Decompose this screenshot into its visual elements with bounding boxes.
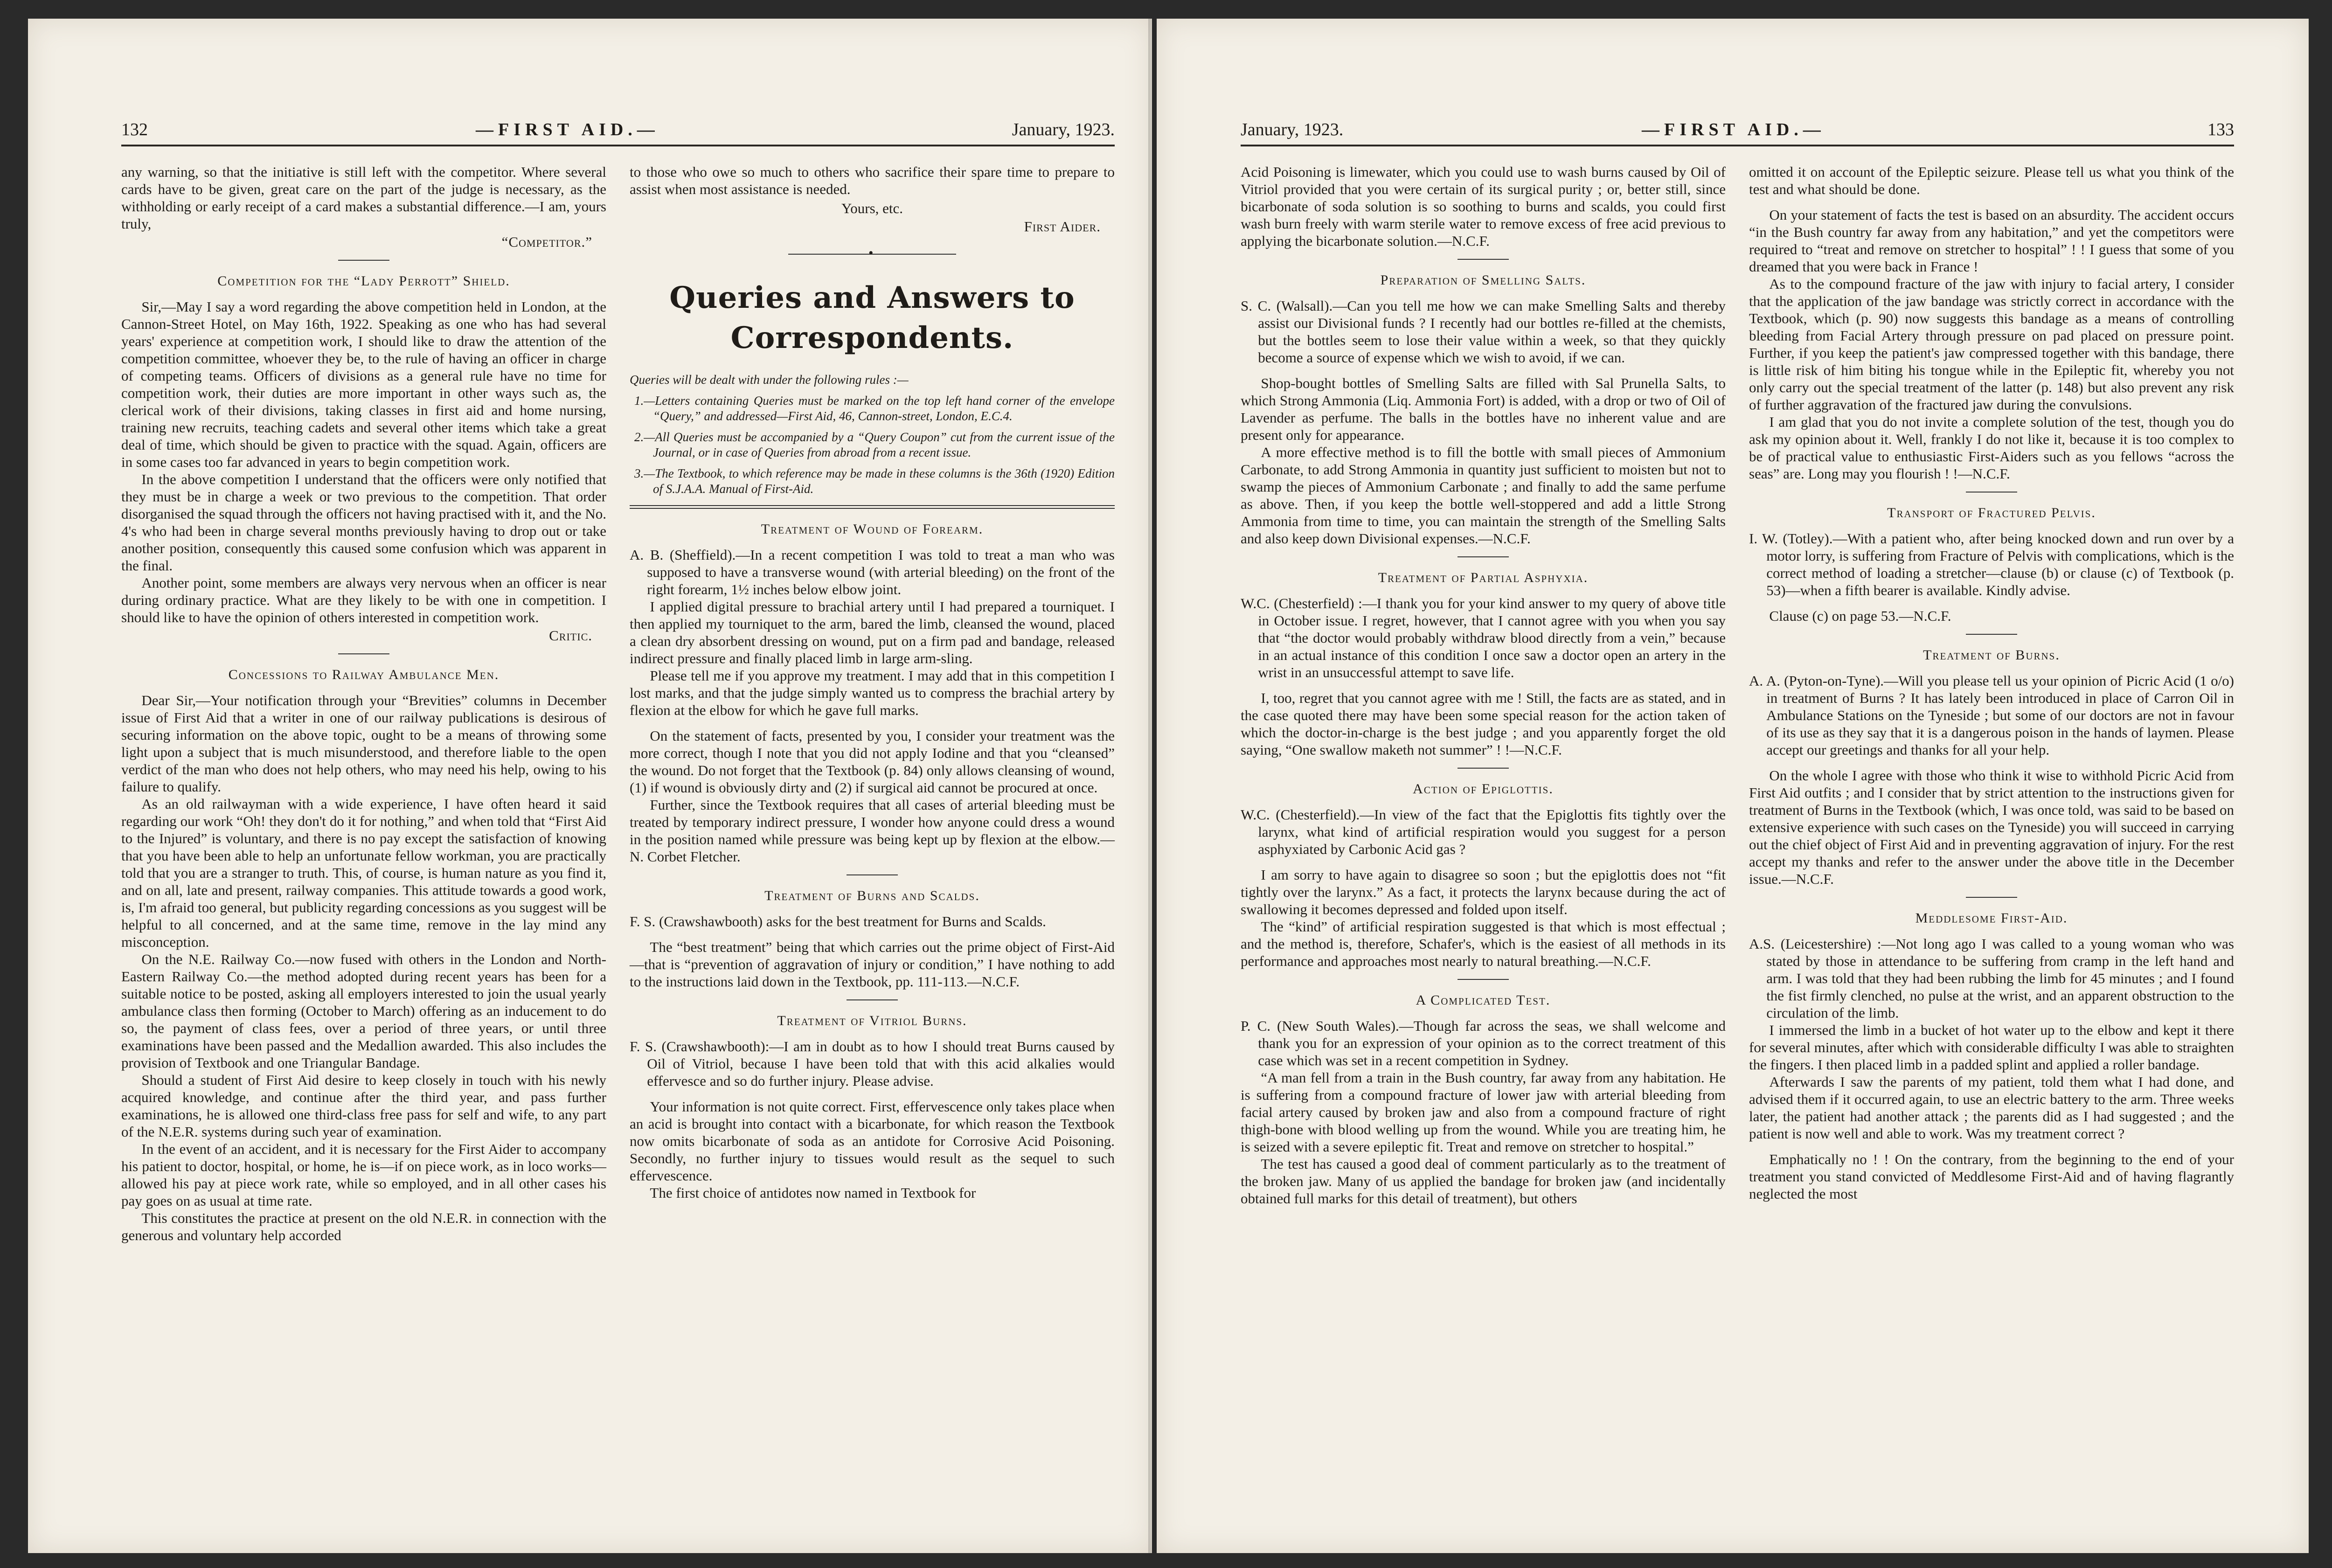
closing: Yours, etc.	[841, 200, 903, 216]
paragraph: Another point, some members are always very nervous when an officer is near during ordinary practice. What are they likely to be with one in competition. I should like to have the opinion of others interested in competition work.	[121, 575, 606, 625]
signature: “Competitor.”	[501, 234, 592, 250]
paragraph: Dear Sir,—Your notification through your “Brevities” columns in December issue of First Aid that a writer in one of our railway publications is desirous of securing information on the above topic, ought to be a means of throwing some light upon a subject that is much misunderstood, and therefore liable to the open verdict of the man who does not help others, who may need his help, owing to his failure to qualify.	[121, 692, 606, 795]
paragraph: Should a student of First Aid desire to keep closely in touch with his newly acquired knowledge, and continue after the third year, and pass further examinations, he is allowed one third-class free pass for self and wife, to any part of the N.E.R. systems during such year of examination.	[121, 1072, 606, 1140]
running-head-left	[121, 103, 1115, 146]
signature: First Aider.	[1024, 218, 1101, 235]
right-column-1	[1241, 163, 1726, 1207]
section-heading: Treatment of Burns and Scalds.	[764, 888, 980, 903]
section-heading: Action of Epiglottis.	[1413, 781, 1554, 797]
answer-text: Further, since the Textbook requires that all cases of arterial bleeding must be treated by temporary indirect pressure, I wonder how anyone could dress a wound in the position named while pressure was being kept up by flexion at the elbow.—N. Corbet Fletcher.	[630, 797, 1115, 865]
section-heading: Treatment of Burns.	[1923, 647, 2060, 663]
answer-text: I am sorry to have again to disagree so soon ; but the epiglottis does not “fit tightly over the larynx.” As a fact, it protects the larynx because during the act of swallowing it becomes depressed and folded upon itself.	[1241, 867, 1726, 917]
section-heading: Treatment of Wound of Forearm.	[761, 521, 984, 537]
query-text: W.C. (Chesterfield) :—I thank you for your kind answer to my query of above title in October issue. I regret, however, that I cannot agree with you when you say that “the doctor would probably withdraw blood directly from a vein,” because in an actual instance of this condition I once saw a doctor open an artery in the wrist in an unsuccessful attempt to save life.	[1241, 595, 1726, 680]
divider	[1458, 979, 1509, 980]
query-text: A. B. (Sheffield).—In a recent competition I was told to treat a man who was supposed to have a transverse wound (with arterial bleeding) on the front of the right forearm, 1½ inches below elbow joint.	[630, 547, 1115, 597]
left-page	[28, 19, 1152, 1553]
right-page	[1157, 19, 2309, 1553]
query-text: I immersed the limb in a bucket of hot water up to the elbow and kept it there for several minutes, after which with considerable difficulty I was able to straighten the fingers. I then placed limb in a padded splint and applied a roller bandage.	[1749, 1022, 2234, 1073]
query-text: P. C. (New South Wales).—Though far across the seas, we shall welcome and thank you for an expression of your opinion as to the correct treatment of this case which was set in a recent competition in Sydney.	[1241, 1018, 1726, 1068]
section-heading: Treatment of Vitriol Burns.	[777, 1013, 967, 1028]
section-heading: Transport of Fractured Pelvis.	[1887, 505, 2096, 520]
query-text: The test has caused a good deal of comment particularly as to the treatment of the broken jaw. Many of us applied the bandage for broken jaw (and incidentally obtained full marks for this detail of treatment), but others	[1241, 1156, 1726, 1207]
paragraph: any warning, so that the initiative is still left with the competitor. Where several cards have to be given, great care on the part of the judge is necessary, as the withholding or early receipt of a card makes a substantial difference.—I am, yours truly,	[121, 164, 606, 232]
rule-item: 3.—The Textbook, to which reference may be made in these columns is the 36th (1920) Edition of S.J.A.A. Manual of First-Aid.	[634, 466, 1115, 496]
divider	[1458, 556, 1509, 557]
answer-text: On the statement of facts, presented by you, I consider your treatment was the more correct, though I note that you did not apply Iodine and that you “cleansed” the wound. Do not forget that the Textbook (p. 84) only allows cleansing of wound, (1) if wound is obviously dirty and (2) if surgical aid cannot be procured at once.	[630, 728, 1115, 796]
left-column-2	[630, 163, 1115, 1201]
answer-text: Your information is not quite correct. First, effervescence only takes place when an acid is brought into contact with a bicarbonate, for which reason the Textbook now omits bicarbonate of soda as an antidote for Corrosive Acid Poisoning. Secondly, no further injury to tissues would result as the sequel to such effervescence.	[630, 1098, 1115, 1184]
query-text: “A man fell from a train in the Bush country, far away from any habitation. He is suffering from a compound fracture of lower jaw with arterial bleeding from facial artery caused by broken jaw and also from a compound fracture of right thigh-bone with blood welling up from the wound. While you are treating him, he is seized with a severe epileptic fit. Treat and remove on stretcher to hospital.”	[1241, 1069, 1726, 1155]
section-heading: A Complicated Test.	[1416, 992, 1551, 1008]
ornament-divider	[788, 254, 956, 255]
query-text: A.S. (Leicestershire) :—Not long ago I was called to a young woman who was stated by those in attendance to be suffering from cramp in the left hand and arm. I was told that they had been rubbing the limb for 45 minutes ; and I found the fist firmly clenched, no pulse at the wrist, and an apparent obstruction to the circulation of the limb.	[1749, 936, 2234, 1021]
paragraph: As an old railwayman with a wide experience, I have often heard it said regarding our work “Oh! they don't do it for nothing,” and when told that “First Aid to the Injured” is voluntary, and there is no pay except the satisfaction of knowing that you have been able to help an unfortunate fellow workman, you are practically told that you are a stranger to truth. This, of course, is human nature as you find it, and on all, late and present, railway companies. This attitude towards a good work, is, I'm afraid too general, but publicity regarding concessions as you suggest will be helpful to all concerned, and at the same time, remove in the lay mind any misconception.	[121, 796, 606, 950]
divider	[338, 260, 389, 261]
divider	[847, 874, 898, 875]
divider	[1966, 634, 2017, 635]
answer-text: Emphatically no ! ! On the contrary, from the beginning to the end of your treatment you stand convicted of Meddlesome First-Aid and of having flagrantly neglected the most	[1749, 1151, 2234, 1202]
divider	[1966, 897, 2017, 898]
query-text: A. A. (Pyton-on-Tyne).—Will you please tell us your opinion of Picric Acid (1 o/o) in treatment of Burns ? It has lately been introduced in place of Carron Oil in Ambulance Stations on the Tyneside ; but some of our doctors are not in favour of its use as they say that it is a dangerous poison in the hands of laymen. Please accept our greetings and thanks for all your help.	[1749, 673, 2234, 758]
answer-text: I am glad that you do not invite a complete solution of the test, though you do ask my opinion about it. Well, frankly I do not like it, because it is too complex to be of practical value to enthusiastic First-Aiders such as you fellows “across the seas” are. Long may you flourish ! !—N.C.F.	[1749, 414, 2234, 482]
answer-text: Shop-bought bottles of Smelling Salts are filled with Sal Prunella Salts, to which Strong Ammonia (Liq. Ammonia Fort) is added, with a drop or two of Oil of Lavender as perfume. The balls in the bottles have no inherent value and are present only for appearance.	[1241, 375, 1726, 443]
query-text: F. S. (Crawshawbooth) asks for the best treatment for Burns and Scalds.	[630, 913, 1046, 930]
paragraph: Acid Poisoning is limewater, which you could use to wash burns caused by Oil of Vitriol provided that you were certain of its surgical purity ; or, better still, since bicarbonate of soda solution is so soothing to burns and scalds, you could first wash burn freely with warm sterile water to remove excess of free acid previous to applying the bicarbonate solution.—N.C.F.	[1241, 164, 1726, 249]
queries-title: Queries and Answers to Correspondents.	[669, 280, 1075, 355]
query-text: Please tell me if you approve my treatment. I may add that in this competition I lost marks, and that the judge simply wanted us to compress the brachial artery by flexion at the elbow for which he gave full marks.	[630, 667, 1115, 718]
signature: Critic.	[549, 627, 592, 644]
answer-text: A more effective method is to fill the bottle with small pieces of Ammonium Carbonate, to add Strong Ammonia in quantity just sufficient to moisten but not to swamp the pieces of Ammonium Carbonate ; and finally to add the same perfume as above. Then, if you keep the bottle well-stoppered and add a little Strong Ammonia from time to time, you can maintain the strength of the Smelling Salts and also keep down Divisional expenses.—N.C.F.	[1241, 444, 1726, 547]
running-head-right	[1241, 103, 2234, 146]
issue-date: January, 1923.	[1012, 120, 1115, 139]
query-text: I applied digital pressure to brachial artery until I had prepared a tourniquet. I then applied my tourniquet to the arm, bared the limb, cleansed the wound, placed a clean dry absorbent dressing on wound, put on a firm pad and bandage, released indirect pressure and finally placed limb in large arm-sling.	[630, 598, 1115, 666]
query-text: Afterwards I saw the parents of my patient, told them what I had done, and advised them if it occurred again, to use an electric battery to the arm. Three weeks later, the patient had another attack ; the parents did as I had suggested ; and the patient is now well and able to work. Was my treatment correct ?	[1749, 1074, 2234, 1142]
answer-text: On your statement of facts the test is based on an absurdity. The accident occurs “in the Bush country far away from any habitation,” and yet the competitors were required to “treat and remove on stretcher to hospital” ! ! I guess that some of you dreamed that you were back in France !	[1749, 207, 2234, 275]
masthead: —FIRST AID.—	[1642, 120, 1825, 139]
answer-text: The “kind” of artificial respiration suggested is that which is most effectual ; and the method is, therefore, Schafer's, which is the easiest of all methods in its performance and approaches most nearly to natural breathing.—N.C.F.	[1241, 918, 1726, 969]
section-heading: Treatment of Partial Asphyxia.	[1378, 570, 1589, 585]
double-divider	[630, 505, 1115, 509]
rules-intro: Queries will be dealt with under the following rules :—	[630, 373, 909, 387]
query-rules	[630, 372, 1115, 497]
issue-date: January, 1923.	[1241, 120, 1344, 139]
query-text: W.C. (Chesterfield).—In view of the fact that the Epiglottis fits tightly over the larynx, what kind of artificial respiration would you suggest for a person asphyxiated by Carbonic Acid gas ?	[1241, 806, 1726, 857]
section-heading: Preparation of Smelling Salts.	[1380, 272, 1586, 288]
masthead: —FIRST AID.—	[476, 120, 659, 139]
page-number: 132	[121, 120, 148, 139]
divider	[847, 999, 898, 1000]
answer-text: As to the compound fracture of the jaw with injury to facial artery, I consider that the application of the jaw bandage was strictly correct in accordance with the Textbook, which (p. 90) now suggests this bandage as a means of controlling bleeding from Facial Artery through pressure on pad placed on pressure point. Further, if you keep the patient's jaw compressed together with this bandage, there is little risk of him biting his tongue while in the Epileptic fit, whereby you not only carry out the special treatment of the latter (p. 148) but also prevent any risk of further aggravation of the fractured jaw during the convulsions.	[1749, 276, 2234, 413]
divider	[1458, 259, 1509, 260]
page-number: 133	[2207, 120, 2234, 139]
paragraph: omitted it on account of the Epileptic seizure. Please tell us what you think of the test and what should be done.	[1749, 164, 2234, 197]
section-heading: Concessions to Railway Ambulance Men.	[228, 667, 500, 682]
section-heading: Competition for the “Lady Perrott” Shield.	[217, 273, 510, 289]
answer-text: On the whole I agree with those who think it wise to withhold Picric Acid from First Aid outfits ; and I consider that by strict attention to the instructions given for treatment of Burns in the Textbook (which, I was once told, was said to be based on extensive experience with such cases on the Tyneside) you will succeed in carrying out the chief object of First Aid and in preventing aggravation of injury. For the rest accept my thanks and refer to the answer under the above title in the December issue.—N.C.F.	[1749, 767, 2234, 887]
query-text: F. S. (Crawshawbooth):—I am in doubt as to how I should treat Burns caused by Oil of Vitriol, because I have been told that with this acid alkalies would effervesce and so do further injury. Please advise.	[630, 1038, 1115, 1089]
rule-item: 2.—All Queries must be accompanied by a “Query Coupon” cut from the current issue of the Journal, or in case of Queries from abroad from a recent issue.	[634, 430, 1115, 459]
paragraph: This constitutes the practice at present on the old N.E.R. in connection with the generous and voluntary help accorded	[121, 1210, 606, 1243]
query-text: I. W. (Totley).—With a patient who, after being knocked down and run over by a motor lorry, is suffering from Fracture of Pelvis with complications, which is the correct method of loading a stretcher—clause (b) or clause (c) of Textbook (p. 53)—when a fifth bearer is available. Kindly advise.	[1749, 530, 2234, 598]
divider	[1966, 492, 2017, 493]
paragraph: On the N.E. Railway Co.—now fused with others in the London and North-Eastern Railway Co.—the method adopted during recent years has been for a suitable notice to be posted, asking all employers interested to join the usual yearly ambulance class then forming (October to March) offering as an inducement to do so, the payment of class fees, over a period of three years, or until three examinations have been passed and the Medallion awarded. This also includes the provision of Textbook and one Triangular Bandage.	[121, 951, 606, 1071]
answer-text: I, too, regret that you cannot agree with me ! Still, the facts are as stated, and in the case quoted there may have been some special reason for the action taken of which the doctor-in-charge is the best judge ; and you apparently forget the old saying, “One swallow maketh not summer” ! !—N.C.F.	[1241, 690, 1726, 758]
answer-text: The “best treatment” being that which carries out the prime object of First-Aid—that is “prevention of aggravation of injury or condition,” I have nothing to add to the instructions laid down in the Textbook, pp. 111-113.—N.C.F.	[630, 939, 1115, 990]
section-heading: Meddlesome First-Aid.	[1915, 910, 2068, 926]
paragraph: In the event of an accident, and it is necessary for the First Aider to accompany his patient to doctor, hospital, or home, he is—if on piece work, as in loco works—allowed his pay at piece work rate, while so employed, and in all other cases his pay goes on as usual at time rate.	[121, 1141, 606, 1209]
answer-text: Clause (c) on page 53.—N.C.F.	[1769, 608, 1951, 624]
left-column-1	[121, 163, 606, 1244]
divider	[1458, 768, 1509, 769]
paragraph: In the above competition I understand that the officers were only notified that they must be in charge a week or two previous to the competition. That order disorganised the squad through the officers not having practised with it, and the No. 4's who had been in charge several months previously having to drop out or take another position, consequently this caused some confusion which was apparent in the final.	[121, 471, 606, 574]
paragraph: to those who owe so much to others who sacrifice their spare time to prepare to assist when most assistance is needed.	[630, 164, 1115, 197]
right-column-2	[1749, 163, 2234, 1202]
rule-item: 1.—Letters containing Queries must be marked on the top left hand corner of the envelope “Query,” and addressed—First Aid, 46, Cannon-street, London, E.C.4.	[634, 394, 1115, 423]
answer-text: The first choice of antidotes now named in Textbook for	[650, 1185, 976, 1201]
divider	[338, 653, 389, 654]
query-text: S. C. (Walsall).—Can you tell me how we can make Smelling Salts and thereby assist our Divisional funds ? I recently had our bottles re-filled at the chemists, but the bottles seem to lose their value within a week, so that they quickly become a source of expense which we wish to avoid, if we can.	[1241, 298, 1726, 366]
paragraph: Sir,—May I say a word regarding the above competition held in London, at the Cannon-Street Hotel, on May 16th, 1922. Speaking as one who has had several years' experience at competition work, I should like to draw the attention of the competition committee, whoever they be, to the rule of having an officer in charge of competing teams. Officers of divisions as a general rule have no time for competition work, their duties are more important in other ways such as, the clerical work of their divisions, taking classes in first aid and home nursing, training new recruits, teaching cadets and several other items which take a great deal of time, which should be given to practice with the squad. Again, officers are in some cases too far advanced in years to begin competition work.	[121, 298, 606, 470]
